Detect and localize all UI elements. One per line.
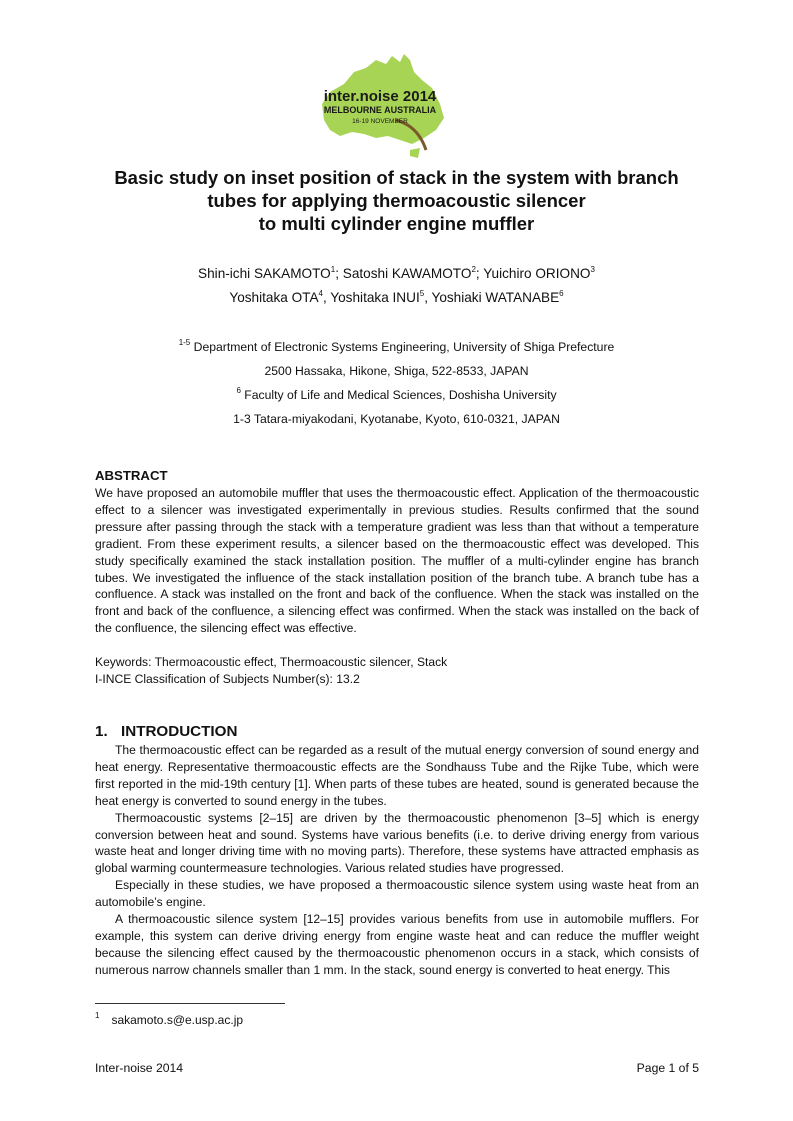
affiliation-1-address: 2500 Hassaka, Hikone, Shiga, 522-8533, JAPAN (264, 364, 529, 378)
section-title: INTRODUCTION (121, 722, 238, 740)
author-5-sup: 5 (419, 289, 425, 298)
author-line-2 (60, 286, 733, 310)
author-1-sup: 1 (330, 265, 336, 274)
affiliation-2-address: 1-3 Tatara-miyakodani, Kyotanabe, Kyoto, 610-0321, JAPAN (233, 412, 560, 426)
author-2: ; Satoshi KAWAMOTO (335, 266, 472, 281)
intro-paragraph-2: Thermoacoustic systems [2–15] are driven by the thermoacoustic phenomenon [3–5] which is energy conversion between heat and sound. Systems have various benefits (i.e. to derive driving energy from various waste heat and longer driving time with no moving parts). Therefore, these systems have attracted emphasis as global warming countermeasure technologies. Various related studies have progressed. (95, 810, 699, 876)
keywords: Keywords: Thermoacoustic effect, Thermoacoustic silencer, Stack (95, 655, 448, 670)
logo-line2: MELBOURNE AUSTRALIA (323, 105, 437, 115)
author-list (60, 262, 733, 310)
tasmania-shape (410, 148, 420, 158)
abstract-heading: ABSTRACT (95, 468, 168, 483)
logo-line1: inter.noise 2014 (323, 88, 437, 105)
footnote (95, 1013, 243, 1027)
affiliation-1-sup: 1-5 (178, 338, 191, 347)
logo-line3: 16-19 NOVEMBER (352, 118, 408, 125)
section-heading (95, 722, 699, 742)
author-6: , Yoshiaki WATANABE (424, 290, 560, 305)
affiliations (60, 335, 733, 431)
classification: I-INCE Classification of Subjects Number(s): 13.2 (95, 672, 360, 687)
footer-conference: Inter-noise 2014 (95, 1061, 184, 1075)
section-number: 1. (95, 722, 108, 740)
affiliation-2 (60, 383, 733, 407)
title-line-2: tubes for applying thermoacoustic silencer (207, 190, 586, 211)
abstract-text: We have proposed an automobile muffler that uses the thermoacoustic effect. Application of the thermoacoustic effect to a silencer was investigated experimentally in previous studies. Results confirmed that the sound pressure after passing through the stack with a temperature gradient was less than that without a temperature gradient. From these experiment results, a silencer based on the thermoacoustic effect was developed. This study specifically examined the stack installation position. The muffler of a multi-cylinder engine has branch tubes. We investigated the influence of the stack installation position of the branch tube. A branch tube has a confluence. A stack was installed on the front and back of the confluence. When the stack was installed on the front and back of the confluence, a silencing effect was confirmed. When the stack was installed on the back of the confluence, the silencing effect was effective. (95, 486, 699, 636)
author-6-sup: 6 (559, 289, 564, 298)
author-5: , Yoshitaka INUI (323, 290, 420, 305)
keywords-block (95, 654, 699, 688)
intro-paragraph-3: Especially in these studies, we have proposed a thermoacoustic silence system using waste heat from an automobile’s engine. (95, 878, 699, 910)
author-3-sup: 3 (590, 265, 595, 274)
paper-title (60, 166, 733, 235)
author-2-sup: 2 (471, 265, 476, 274)
page-number: Page 1 of 5 (636, 1061, 699, 1075)
author-1: Shin-ichi SAKAMOTO (198, 266, 331, 281)
intro-paragraph-4: A thermoacoustic silence system [12–15] provides various benefits from use in automobile mufflers. For example, this system can derive driving energy from engine waste heat and can reduce the muffler weight because the silencing effect caused by the thermoacoustic phenomenon occurs in a stack, which consists of numerous narrow channels smaller than 1 mm. In the stack, sound energy is converted to heat energy. This (95, 912, 699, 977)
intro-paragraph-1: The thermoacoustic effect can be regarded as a result of the mutual energy conversion of sound energy and heat energy. Representative thermoacoustic effects are the Sondhauss Tube and the Rijke Tube, which were first reported in the mid-19th century [1]. When parts of these tubes are heated, sound is generated because the heat energy is converted to sound energy in the tubes. (95, 742, 699, 808)
footnote-email: sakamoto.s@e.usp.ac.jp (111, 1013, 244, 1027)
footnote-divider (95, 1003, 285, 1004)
author-4: Yoshitaka OTA (229, 290, 319, 305)
affiliation-1 (60, 335, 733, 359)
author-3: ; Yuichiro ORIONO (475, 266, 591, 281)
affiliation-2-text: Faculty of Life and Medical Sciences, Doshisha University (240, 388, 557, 402)
conference-logo (300, 46, 460, 164)
author-line-1 (60, 262, 733, 286)
title-line-1: Basic study on inset position of stack in the system with branch (114, 167, 679, 188)
footnote-marker: 1 (95, 1011, 100, 1020)
affiliation-2-sup: 6 (236, 386, 241, 395)
author-4-sup: 4 (318, 289, 323, 298)
title-line-3: to multi cylinder engine muffler (258, 213, 535, 234)
main-content (95, 467, 699, 979)
affiliation-1-text: Department of Electronic Systems Engineering, University of Shiga Prefecture (190, 340, 615, 354)
